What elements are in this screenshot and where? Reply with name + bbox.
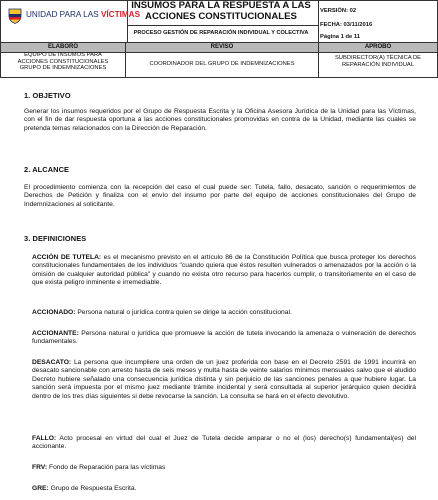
definition-accion-de-tutela: [32, 254, 416, 288]
signature-aprobo-line1: SUBDIRECTOR(A) TÉCNICA DE: [334, 55, 422, 61]
document-meta: [318, 0, 436, 42]
logo: [2, 0, 141, 40]
definition-term: FALLO:: [32, 435, 57, 442]
process-name: PROCESO GESTIÓN DE REPARACIÓN INDIVIDUAL Y COLECTIVA: [133, 30, 309, 36]
definition-text: Persona natural o jurídica que promueve la acción de tutela invocando la amenaza o vulneración de derechos fundamentales.: [32, 330, 416, 346]
objetivo-text: Generar los insumos requeridos por el Grupo de Respuesta Escrita y la Oficina Asesora Jurídica de la Unidad para las Víctimas, con el fin de dar respuesta oportuna a las acciones constitucionales promovidas en contra de la Unidad, mediante las cuales se pretenda temas relacionados con la Dirección de Reparación.: [24, 108, 416, 132]
definition-term: ACCIÓN DE TUTELA:: [32, 254, 102, 261]
document-title: [127, 0, 315, 25]
definition-text: Grupo de Respuesta Escrita.: [48, 485, 137, 492]
colombia-shield-icon: [8, 8, 22, 24]
section-title-objetivo: 1. OBJETIVO: [24, 91, 71, 100]
signature-elaboro-line3: GRUPO DE INDEMNIZACIONES: [19, 65, 107, 72]
version-label: VERSIÓN: 02: [320, 8, 357, 14]
signature-aprobo: [319, 55, 437, 79]
signature-header-elaboro: ELABORÓ: [1, 43, 125, 52]
definition-accionante: [32, 330, 416, 347]
definition-text: es el mecanismo previsto en el artículo 86 de la Constitución Política que busca proteger los derechos constitucionales fundamentales de los individuos "cuando quiera que éstos resulten vulnerados o amenazados por la acción o la omisión de cualquier autoridad pública" y cuando no exista otro recurso para hacerlos cumplir, o transitoriamente en el caso de que exista peligro inminente e irremediable.: [32, 254, 416, 287]
definition-term: ACCIONADO:: [32, 309, 76, 316]
definition-term: DESACATO:: [32, 359, 72, 366]
definition-fallo: [32, 435, 416, 452]
signature-elaboro-line1: EQUIPO DE INSUMOS PARA: [24, 52, 102, 58]
definition-frv: [32, 464, 416, 472]
signature-reviso: COORDINADOR DEL GRUPO DE INDEMNIZACIONES: [149, 61, 295, 67]
date-label: FECHA: 03/11/2016: [320, 22, 373, 28]
signature-header-aprobo: APROBÓ: [319, 43, 437, 52]
definition-gre: [32, 485, 416, 493]
definition-term: ACCIONANTE:: [32, 330, 79, 337]
definition-text: Acto procesal en virtud del cual el Juez de Tutela decide amparar o no el (los) derecho(s) fundamental(es) del accionante.: [32, 435, 416, 451]
definition-accionado: [32, 309, 416, 317]
page-label: Página 1 de 11: [320, 34, 360, 40]
signature-elaboro: [1, 52, 125, 76]
alcance-text: El procedimiento comienza con la recepción del caso el cual puede ser: Tutela, fallo, desacato, sanción o requerimientos de Derechos de Petición y finaliza con el envío del insumo por parte del equipo de acciones constitucionales del Grupo de Indemnizaciones al solicitante.: [24, 184, 416, 208]
section-title-alcance: 2. ALCANCE: [24, 165, 70, 174]
definition-text: La persona que incumpliere una orden de un juez proferida con base en el Decreto 2591 de 1991 incurrirá en desacato sancionable con arresto hasta de seis meses y multa hasta de veinte salarios mínimos mensuales salvo que el aludido Decreto hubiere señalado una consecuencia jurídica distinta y sin perjuicio de las sanciones penales a que hubiere lugar. La sanción será impuesta por el mismo juez mediante trámite incidental y será consultada al superior jerárquico quien decidirá dentro de los tres días siguientes si debe revocarse la sanción. La consulta se hará en el efecto devolutivo.: [32, 359, 416, 400]
definition-text: Persona natural o jurídica contra quien se dirige la acción constitucional.: [75, 309, 292, 316]
brand-name: [26, 10, 140, 19]
section-title-definiciones: 3. DEFINICIONES: [24, 234, 87, 243]
signature-elaboro-line2: ACCIONES CONSTITUCIONALES: [17, 58, 109, 65]
signature-header-reviso: REVISÓ: [126, 43, 318, 52]
definition-term: FRV:: [32, 464, 48, 471]
brand-prefix: UNIDAD PARA LAS: [26, 10, 99, 19]
document-title-line1: INSUMOS PARA LA RESPUESTA A LAS: [131, 0, 311, 11]
definition-desacato: [32, 359, 416, 401]
signature-aprobo-line2: REPARACIÓN INDIVIDUAL: [341, 61, 415, 68]
definition-term: GRE:: [32, 485, 49, 492]
document-title-line2: ACCIONES CONSTITUCIONALES: [145, 11, 297, 22]
brand-highlight: VÍCTIMAS: [100, 10, 141, 19]
definition-text: Fondo de Reparación para las víctimas: [47, 464, 166, 471]
